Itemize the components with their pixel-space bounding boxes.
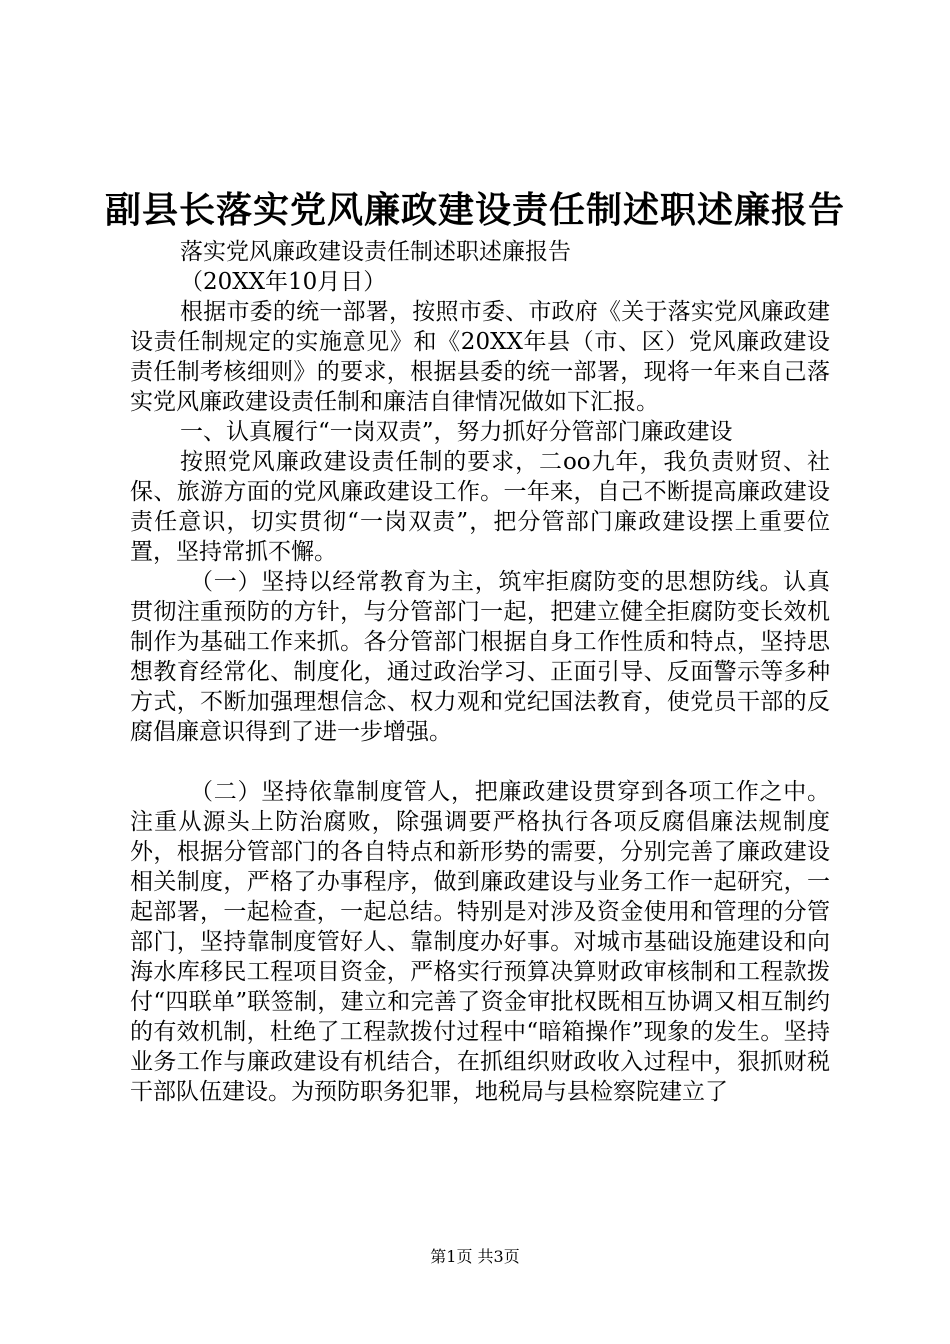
page-footer: 第1页 共3页 (430, 1247, 520, 1266)
document-title: 副县长落实党风廉政建设责任制述职述廉报告 (104, 189, 845, 231)
document-subtitle: 落实党风廉政建设责任制述职述廉报告 (180, 239, 571, 265)
paragraph-gap (130, 747, 830, 777)
paragraph-intro: 根据市委的统一部署，按照市委、市政府《关于落实党风廉政建设责任制规定的实施意见》和《20XX年县（市、区）党风廉政建设责任制考核细则》的要求，根据县委的统一部署，现将一年来自己落实党风廉政建设责任制和廉洁自律情况做如下汇报。 (130, 299, 830, 415)
paragraph-section-1: 按照党风廉政建设责任制的要求，二oo九年，我负责财贸、社保、旅游方面的党风廉政建设工作。一年来，自己不断提高廉政建设责任意识，切实贯彻“一岗双责”，把分管部门廉政建设摆上重要位置，坚持常抓不懈。 (130, 449, 830, 565)
document-date: （20XX年10月日） (180, 269, 387, 295)
paragraph-subsection-1: （一）坚持以经常教育为主，筑牢拒腐防变的思想防线。认真贯彻注重预防的方针，与分管部门一起，把建立健全拒腐防变长效机制作为基础工作来抓。各分管部门根据自身工作性质和特点，坚持思想教育经常化、制度化，通过政治学习、正面引导、反面警示等多种方式，不断加强理想信念、权力观和党纪国法教育，使党员干部的反腐倡廉意识得到了进一步增强。 (130, 569, 830, 745)
document-body (130, 237, 830, 1107)
paragraph-subsection-2: （二）坚持依靠制度管人，把廉政建设贯穿到各项工作之中。注重从源头上防治腐败，除强调要严格执行各项反腐倡廉法规制度外，根据分管部门的各自特点和新形势的需要，分别完善了廉政建设相关制度，严格了办事程序，做到廉政建设与业务工作一起研究，一起部署，一起检查，一起总结。特别是对涉及资金使用和管理的分管部门，坚持靠制度管好人、靠制度办好事。对城市基础设施建设和向海水库移民工程项目资金，严格实行预算决算财政审核制和工程款拨付“四联单”联签制，建立和完善了资金审批权既相互协调又相互制约的有效机制，杜绝了工程款拨付过程中“暗箱操作”现象的发生。坚持业务工作与廉政建设有机结合，在抓组织财政收入过程中，狠抓财税干部队伍建设。为预防职务犯罪，地税局与县检察院建立了 (130, 779, 830, 1105)
section-heading-1: 一、认真履行“一岗双责”，努力抓好分管部门廉政建设 (180, 419, 733, 445)
